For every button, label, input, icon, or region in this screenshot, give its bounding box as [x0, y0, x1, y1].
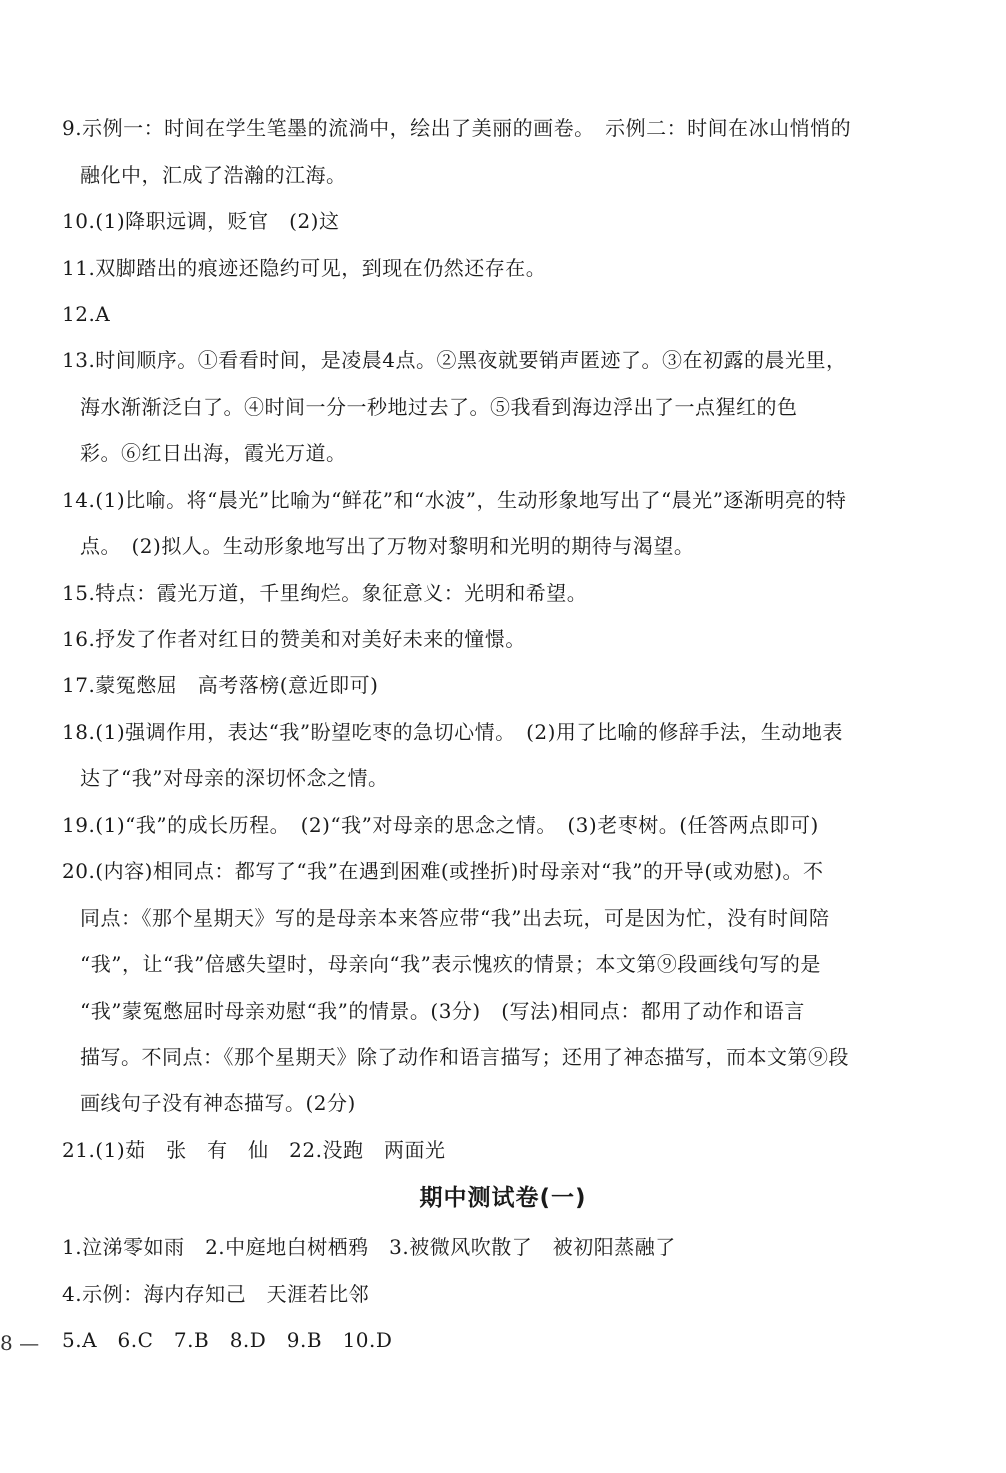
answer-10: 10.(1)降职远调，贬官 (2)这 [62, 209, 340, 233]
answer-9-line-1: 9.示例一：时间在学生笔墨的流淌中，绘出了美丽的画卷。 示例二：时间在冰山悄悄的 [62, 116, 852, 140]
answer-20-line-4: “我”蒙冤憋屈时母亲劝慰“我”的情景。(3分) (写法)相同点：都用了动作和语言 [80, 999, 805, 1023]
section-title: 期中测试卷(一) [419, 1185, 587, 1211]
answer-11: 11.双脚踏出的痕迹还隐约可见，到现在仍然还存在。 [62, 256, 547, 280]
answer-14-line-2: 点。 (2)拟人。生动形象地写出了万物对黎明和光明的期待与渴望。 [80, 534, 695, 558]
answer-13-line-3: 彩。⑥红日出海，霞光万道。 [80, 441, 347, 465]
answer-20-line-2: 同点：《那个星期天》写的是母亲本来答应带“我”出去玩，可是因为忙，没有时间陪 [80, 906, 830, 930]
answer-18-line-1: 18.(1)强调作用，表达“我”盼望吃枣的急切心情。 (2)用了比喻的修辞手法，生动地表 [62, 720, 843, 744]
answer-16: 16.抒发了作者对红日的赞美和对美好未来的憧憬。 [62, 627, 526, 651]
answer-13-line-1: 13.时间顺序。①看看时间，是凌晨4点。②黑夜就要销声匿迹了。③在初露的晨光里， [62, 348, 847, 372]
test-answer-4: 4.示例：海内存知己 天涯若比邻 [62, 1282, 370, 1306]
answer-12: 12.A [62, 302, 111, 326]
answer-20-line-6: 画线句子没有神态描写。(2分) [80, 1091, 356, 1115]
answer-21-22: 21.(1)茹 张 有 仙 22.没跑 两面光 [62, 1138, 446, 1162]
answer-14-line-1: 14.(1)比喻。将“晨光”比喻为“鲜花”和“水波”，生动形象地写出了“晨光”逐渐明亮的特 [62, 488, 847, 512]
test-answers-1-3: 1.泣涕零如雨 2.中庭地白树栖鸦 3.被微风吹散了 被初阳蒸融了 [62, 1235, 676, 1259]
page-number: 8 — [0, 1331, 40, 1355]
answer-17: 17.蒙冤憋屈 高考落榜(意近即可) [62, 673, 379, 697]
answer-15: 15.特点：霞光万道，千里绚烂。象征意义：光明和希望。 [62, 581, 588, 605]
test-answers-5-10: 5.A 6.C 7.B 8.D 9.B 10.D [62, 1328, 393, 1352]
answer-20-line-5: 描写。不同点：《那个星期天》除了动作和语言描写；还用了神态描写，而本文第⑨段 [80, 1045, 849, 1069]
answer-20-line-3: “我”，让“我”倍感失望时，母亲向“我”表示愧疚的情景；本文第⑨段画线句写的是 [80, 952, 821, 976]
answer-9-line-2: 融化中，汇成了浩瀚的江海。 [80, 163, 347, 187]
answer-20-line-1: 20.(内容)相同点：都写了“我”在遇到困难(或挫折)时母亲对“我”的开导(或劝慰)。不 [62, 859, 824, 883]
answer-19: 19.(1)“我”的成长历程。 (2)“我”对母亲的思念之情。 (3)老枣树。(任答两点即可) [62, 813, 819, 837]
answer-13-line-2: 海水渐渐泛白了。④时间一分一秒地过去了。⑤我看到海边浮出了一点猩红的色 [80, 395, 798, 419]
answer-18-line-2: 达了“我”对母亲的深切怀念之情。 [80, 766, 389, 790]
